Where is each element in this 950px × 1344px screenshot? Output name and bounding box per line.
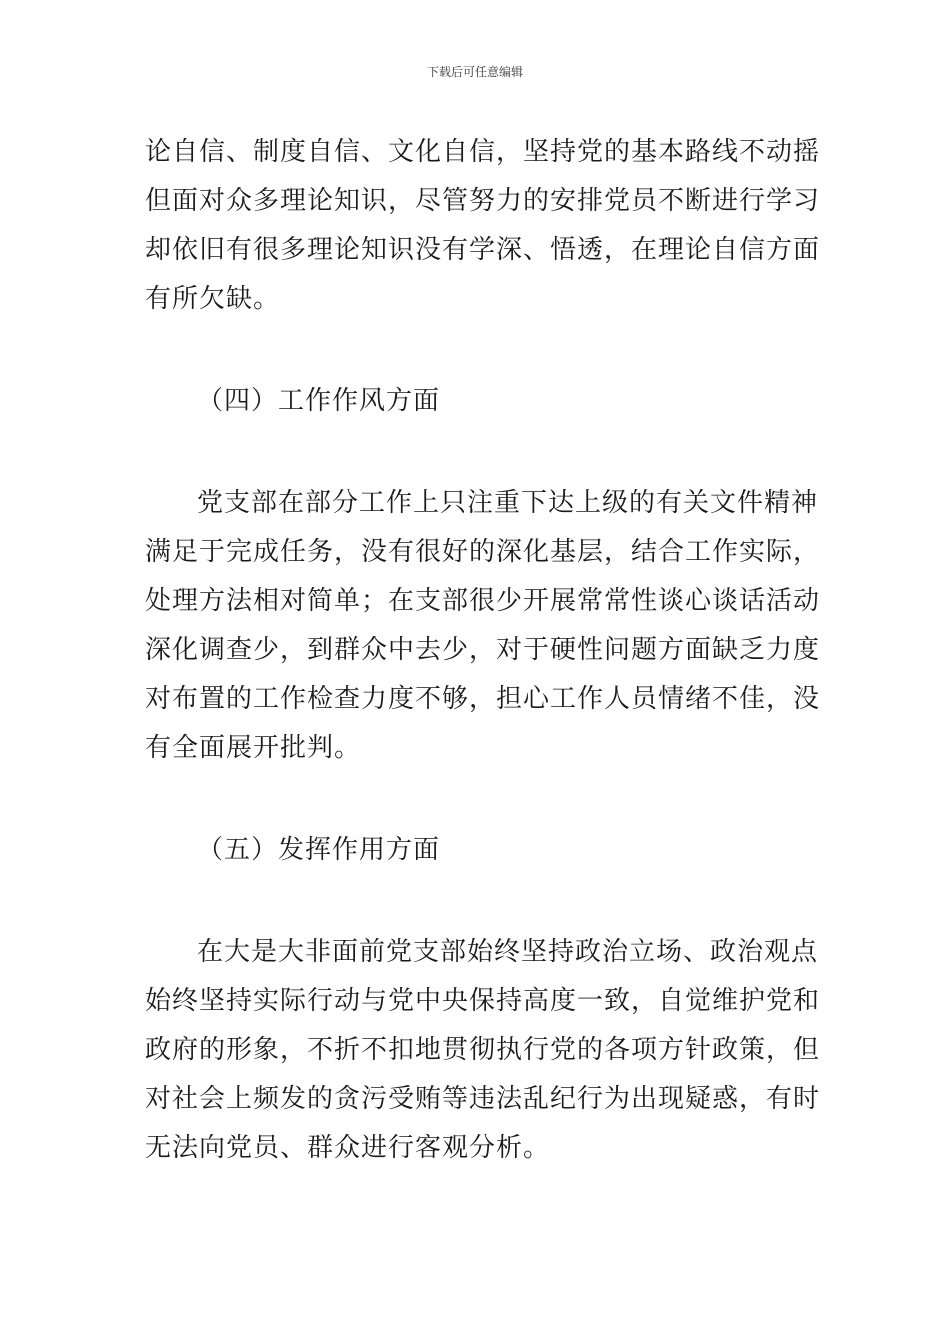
paragraph-line: 党支部在部分工作上只注重下达上级的有关文件精神 (197, 488, 819, 518)
document-body (145, 128, 821, 1173)
paragraph-theory-confidence (145, 128, 821, 324)
paragraph-work-style (145, 479, 821, 773)
paragraph-line: 无法向党员、群众进行客观分析。 (145, 1133, 551, 1163)
paragraph-line: 始终坚持实际行动与党中央保持高度一致，自觉维护党和 (145, 986, 821, 1016)
paragraph-line: 满足于完成任务，没有很好的深化基层，结合工作实际， (145, 537, 821, 567)
paragraph-line: 对布置的工作检查力度不够，担心工作人员情绪不佳，没 (145, 684, 821, 714)
paragraph-line: 在大是大非面前党支部始终坚持政治立场、政治观点 (197, 937, 819, 967)
paragraph-line: 政府的形象，不折不扣地贯彻执行党的各项方针政策，但 (145, 1035, 821, 1065)
paragraph-line: 深化调查少，到群众中去少，对于硬性问题方面缺乏力度 (145, 635, 821, 665)
paragraph-line: 有所欠缺。 (145, 284, 281, 314)
section-heading-role-playing: （五）发挥作用方面 (197, 835, 441, 865)
paragraph-spacer (145, 875, 815, 928)
section-heading-work-style: （四）工作作风方面 (197, 386, 441, 416)
paragraph-line: 论自信、制度自信、文化自信，坚持党的基本路线不动摇 (145, 137, 821, 167)
paragraph-spacer (145, 773, 815, 826)
paragraph-line: 处理方法相对简单；在支部很少开展常常性谈心谈话活动 (145, 586, 821, 616)
page-header-note: 下载后可任意编辑 (426, 65, 523, 79)
paragraph-line: 有全面展开批判。 (145, 733, 362, 763)
paragraph-spacer (145, 426, 815, 479)
paragraph-line: 但面对众多理论知识，尽管努力的安排党员不断进行学习 (145, 186, 821, 216)
paragraph-line: 却依旧有很多理论知识没有学深、悟透，在理论自信方面 (145, 235, 821, 265)
paragraph-role-playing (145, 928, 821, 1173)
paragraph-spacer (145, 324, 815, 377)
paragraph-line: 对社会上频发的贪污受贿等违法乱纪行为出现疑惑，有时 (145, 1084, 821, 1114)
